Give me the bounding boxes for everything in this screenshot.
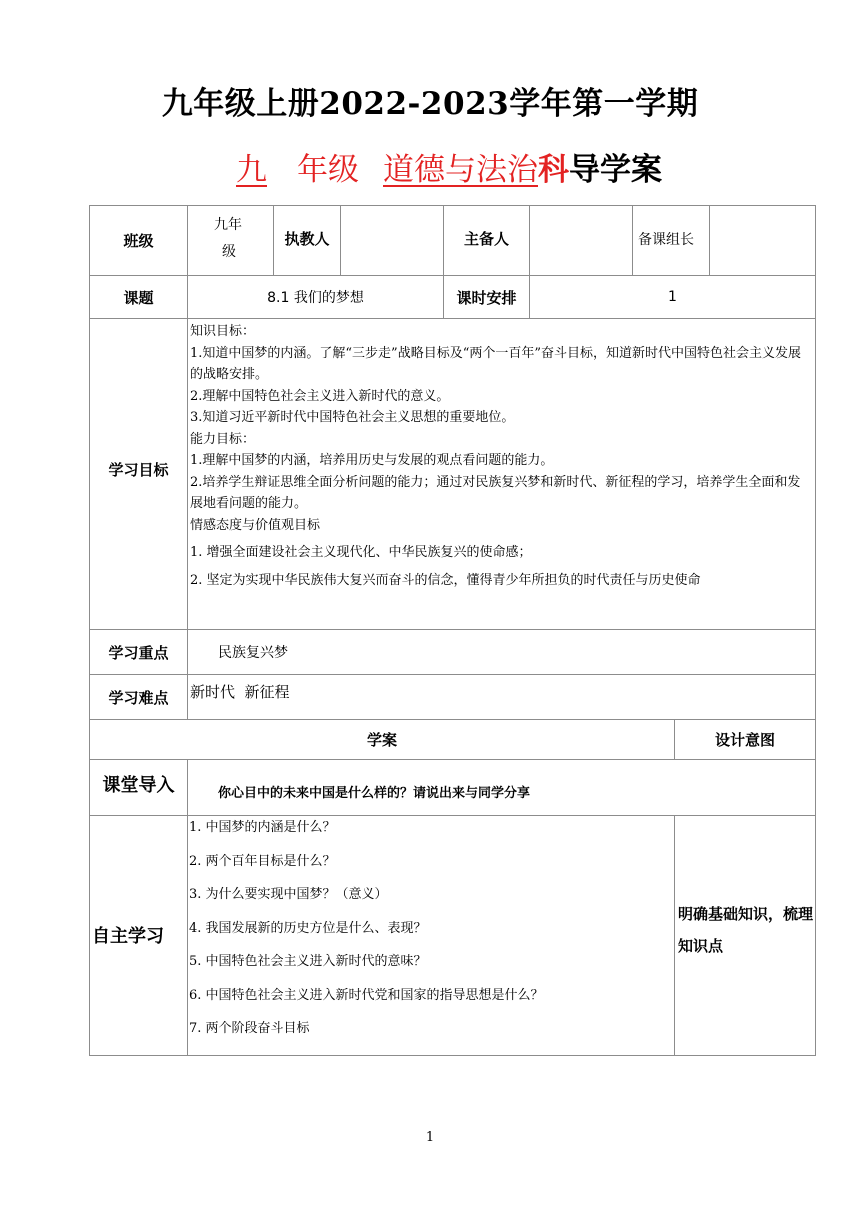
list-item: 2. 两个百年目标是什么？ xyxy=(189,853,336,869)
goal-line: 1. 增强全面建设社会主义现代化、中华民族复兴的使命感； xyxy=(190,545,532,560)
hours-value: 1 xyxy=(530,276,816,319)
plan-header: 学案 xyxy=(90,720,675,760)
page-number: 1 xyxy=(425,1130,435,1145)
class-value: 九年 级 xyxy=(188,206,274,276)
topic-label: 课题 xyxy=(90,276,188,319)
difficulties-label: 学习难点 xyxy=(90,675,188,720)
goals-content xyxy=(188,319,816,630)
goal-line: 能力目标： xyxy=(190,431,256,447)
key-points-value: 民族复兴梦 xyxy=(188,630,816,675)
class-label: 班级 xyxy=(90,206,188,276)
goal-line: 2.理解中国特色社会主义进入新时代的意义。 xyxy=(190,388,450,404)
list-item: 5. 中国特色社会主义进入新时代的意味？ xyxy=(189,954,427,969)
preparer-value xyxy=(530,206,633,276)
list-item: 3. 为什么要实现中国梦？（意义） xyxy=(189,887,388,902)
self-study-label: 自主学习 xyxy=(90,816,188,1056)
list-item: 7. 两个阶段奋斗目标 xyxy=(189,1021,310,1036)
self-study-intent: 明确基础知识，梳理知识点 xyxy=(675,816,816,1056)
key-points-label: 学习重点 xyxy=(90,630,188,675)
intent-header: 设计意图 xyxy=(675,720,816,760)
grade-value: 九 xyxy=(236,152,267,188)
goal-line: 2.培养学生辩证思维全面分析问题的能力；通过对民族复兴梦和新时代、新征程的学习，培养学生全面和发展地看问题的能力。 xyxy=(190,474,801,511)
teacher-value xyxy=(341,206,444,276)
goal-line: 1.理解中国梦的内涵，培养用历史与发展的观点看问题的能力。 xyxy=(190,453,554,468)
goal-line: 情感态度与价值观目标 xyxy=(190,517,321,533)
list-item: 4. 我国发展新的历史方位是什么、表现？ xyxy=(189,920,427,936)
list-item: 6. 中国特色社会主义进入新时代党和国家的指导思想是什么？ xyxy=(189,987,544,1003)
goals-label: 学习目标 xyxy=(90,319,188,630)
intro-label: 课堂导入 xyxy=(90,760,188,816)
ke-text: 科 xyxy=(538,152,569,188)
grade-suffix: 年级 xyxy=(297,152,359,188)
self-study-list xyxy=(188,816,675,1056)
document-title: 九年级上册2022-2023学年第一学期 xyxy=(161,86,699,122)
goal-line: 1.知道中国梦的内涵。了解“三步走”战略目标及“两个一百年”奋斗目标，知道新时代中国特色社会主义发展的战略安排。 xyxy=(190,345,801,382)
teacher-label: 执教人 xyxy=(274,206,341,276)
lesson-plan-table xyxy=(89,205,816,1056)
grade-underline xyxy=(198,152,297,188)
difficulties-value: 新时代 新征程 xyxy=(188,675,816,720)
goal-line: 2. 坚定为实现中华民族伟大复兴而奋斗的信念，懂得青少年所担负的时代责任与历史使命 xyxy=(190,572,701,588)
leader-label: 备课组长 xyxy=(633,206,710,276)
goal-line: 知识目标： xyxy=(190,324,256,339)
leader-value xyxy=(710,206,816,276)
hours-label: 课时安排 xyxy=(444,276,530,319)
goal-line: 3.知道习近平新时代中国特色社会主义思想的重要地位。 xyxy=(190,410,515,425)
subject-value: 道德与法治 xyxy=(383,152,538,188)
topic-value: 8.1 我们的梦想 xyxy=(188,276,444,319)
document-subtitle xyxy=(0,144,860,189)
doc-type: 导学案 xyxy=(569,152,662,188)
subject-underline xyxy=(359,152,538,188)
intro-value: 你心目中的未来中国是什么样的？请说出来与同学分享 xyxy=(188,760,816,816)
preparer-label: 主备人 xyxy=(444,206,530,276)
list-item: 1. 中国梦的内涵是什么？ xyxy=(189,820,336,835)
